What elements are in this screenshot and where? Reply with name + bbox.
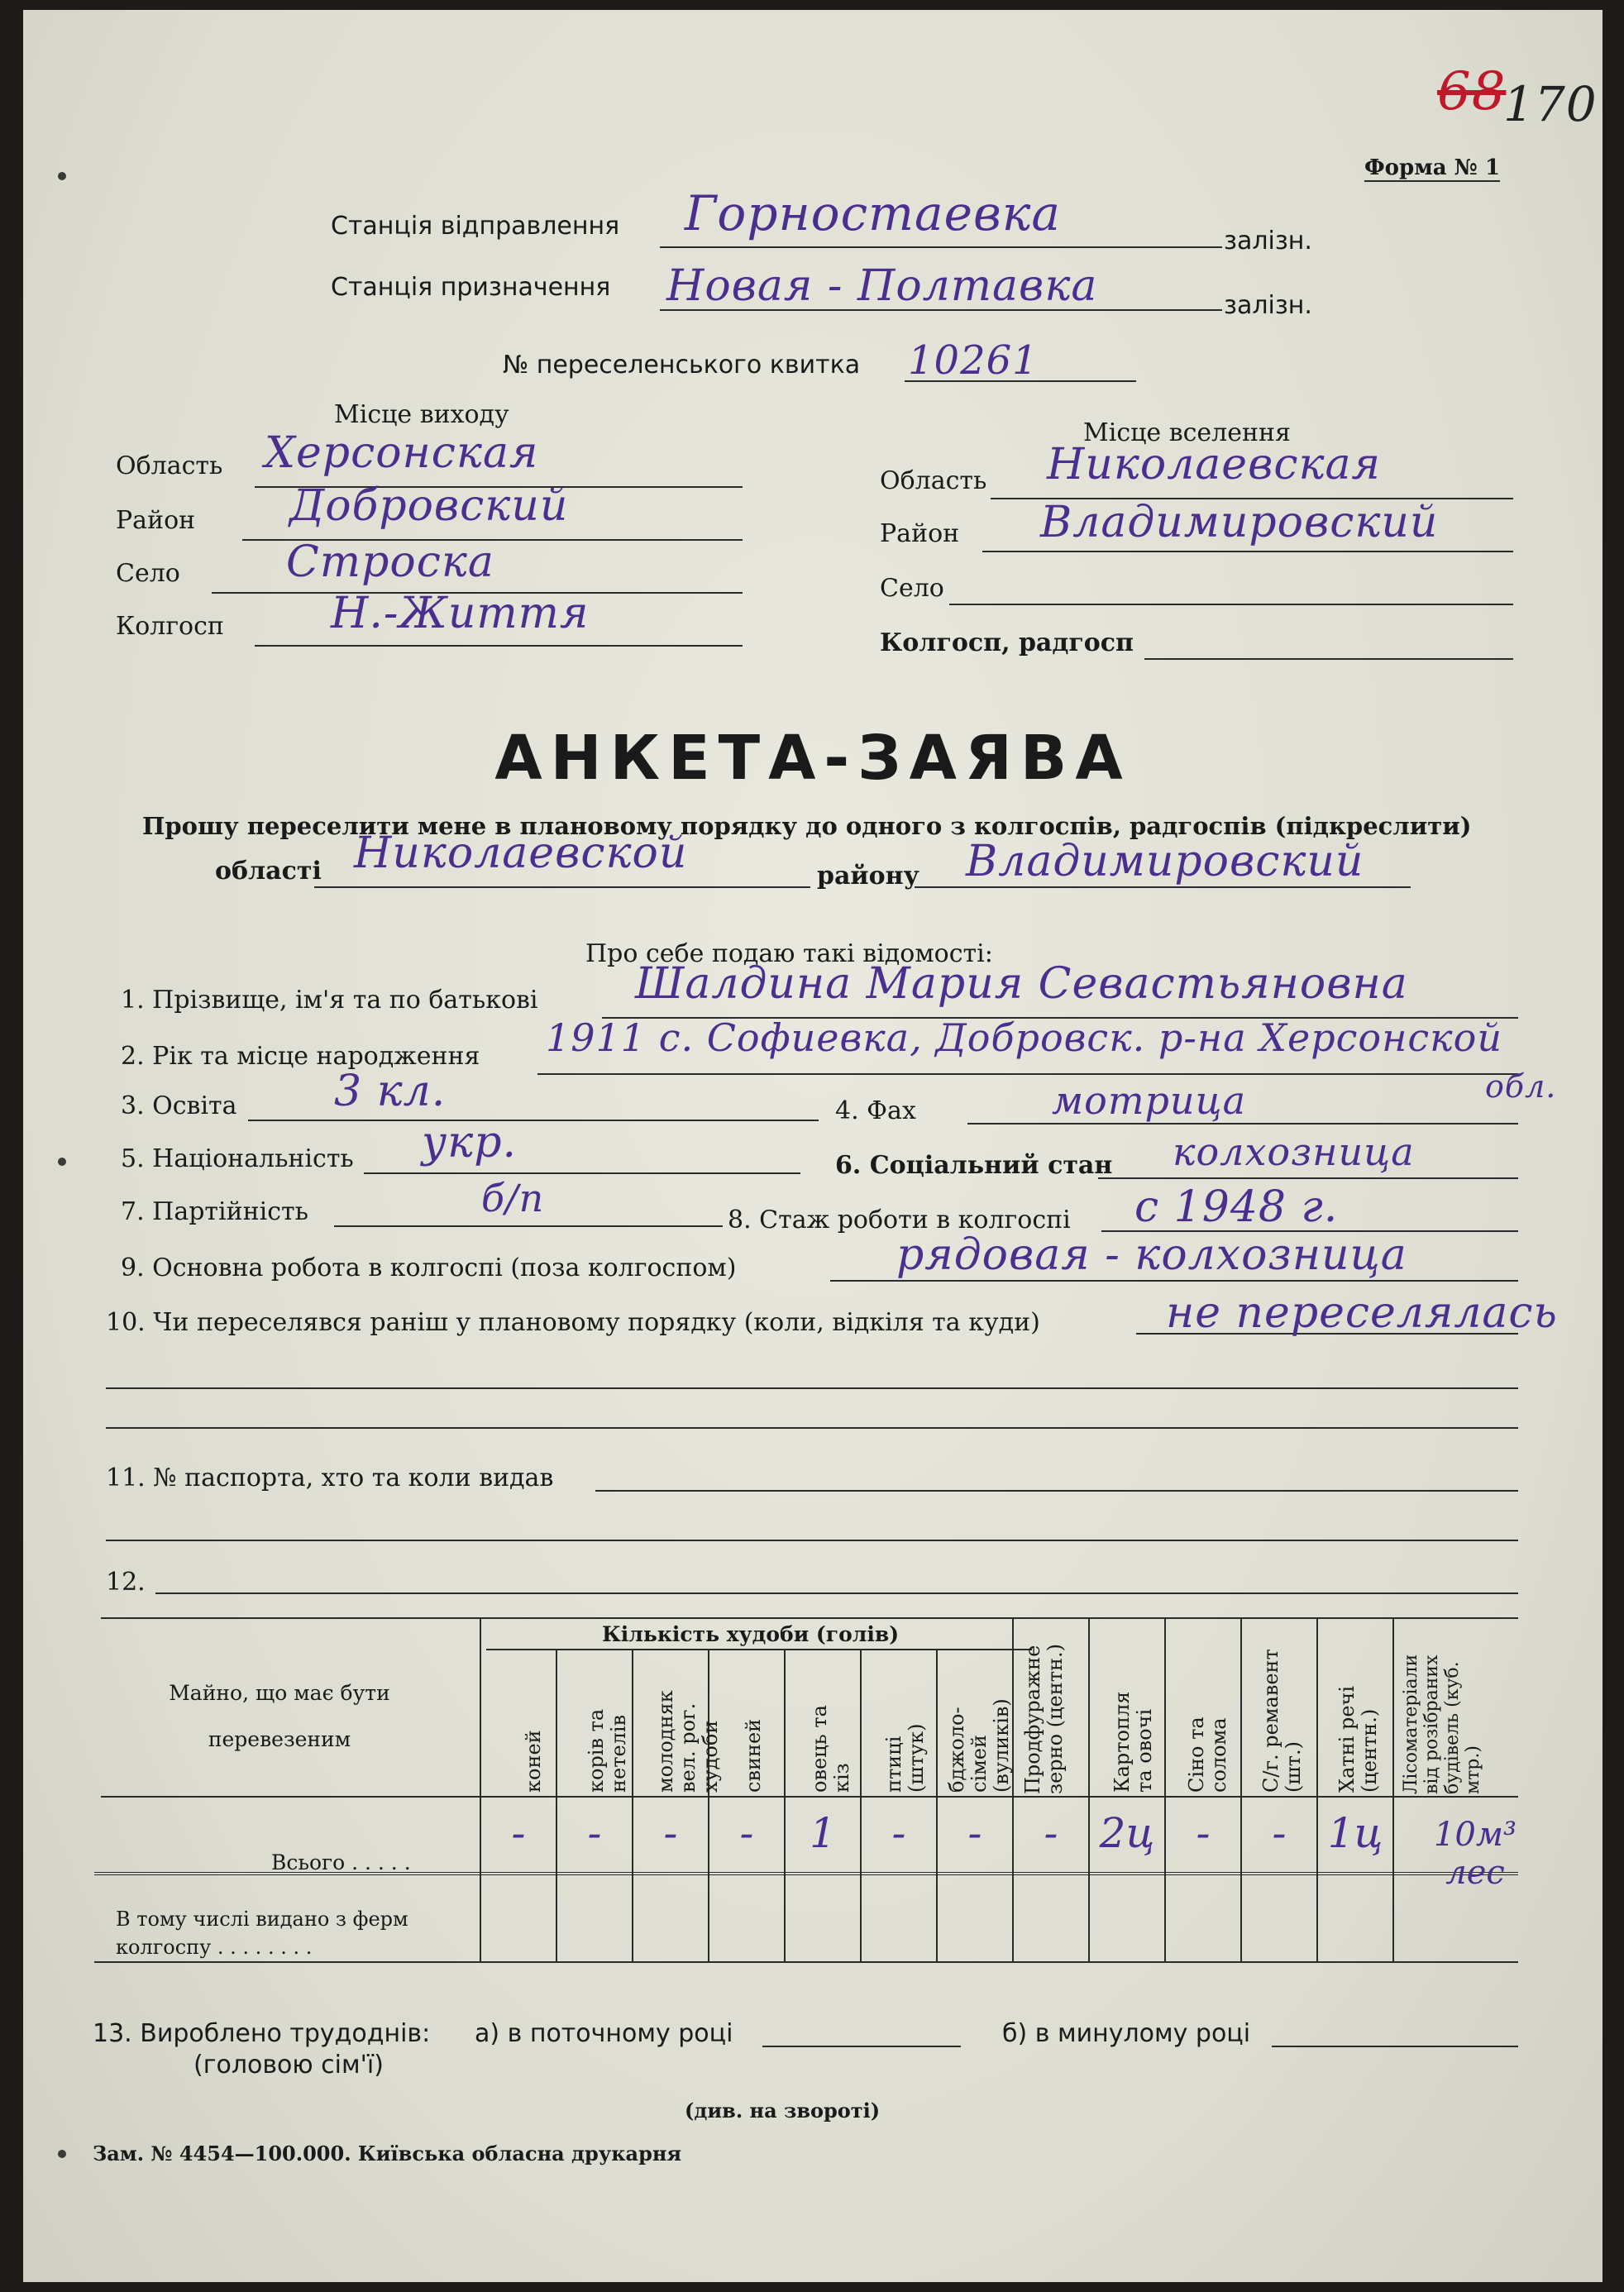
col-household: Хатні речі (центн.) xyxy=(1335,1685,1381,1793)
settle-selo-label: Село xyxy=(880,574,944,603)
departure-station-value: Горностаевка xyxy=(685,185,1061,241)
field-10-value: не переселялась xyxy=(1166,1288,1558,1338)
arrival-rail-label: залізн. xyxy=(1224,291,1312,320)
col-rule xyxy=(1240,1617,1242,1961)
total-cell-timber: 10м³ лес xyxy=(1433,1816,1517,1892)
departure-station-label: Станція відправлення xyxy=(331,212,620,241)
ticket-label: № переселенського квитка xyxy=(503,351,861,380)
exit-raion-value: Добровский xyxy=(289,481,569,531)
total-cell: 1 xyxy=(810,1809,836,1857)
printer-note: Зам. № 4454—100.000. Київська обласна друкарня xyxy=(93,2142,682,2165)
field-12-label: 12. xyxy=(106,1568,146,1597)
farm-row-label xyxy=(116,1905,471,1961)
col-sheep-goats: овець та кіз xyxy=(808,1705,853,1793)
col-rule xyxy=(480,1617,481,1961)
col-rule xyxy=(632,1649,633,1961)
property-header-text: Майно, що має бути перевезеним xyxy=(169,1681,390,1751)
see-back-note: (див. на звороті) xyxy=(685,2099,881,2122)
settle-oblast-value: Николаевская xyxy=(1047,440,1381,489)
field-13-sub: (головою сім'ї) xyxy=(193,2051,384,2080)
field-13-a-line xyxy=(762,2046,961,2047)
total-cell: - xyxy=(511,1809,526,1857)
field-6-value: колхозница xyxy=(1173,1129,1415,1174)
field-8-label: 8. Стаж роботи в колгоспі xyxy=(728,1206,1071,1234)
form-number: Форма № 1 xyxy=(1364,155,1501,180)
col-rule xyxy=(936,1649,938,1961)
binding-hole xyxy=(58,1158,66,1166)
col-timber: Лісоматеріали від розібраних будівель (куб. мтр.) xyxy=(1401,1654,1483,1794)
exit-selo-label: Село xyxy=(116,559,180,588)
total-cell: 1ц xyxy=(1327,1809,1383,1857)
settle-heading: Місце вселення xyxy=(1083,418,1291,447)
exit-oblast-label: Область xyxy=(116,451,223,480)
col-potatoes: Картопля та овочі xyxy=(1111,1691,1156,1793)
total-cell: - xyxy=(1044,1809,1058,1857)
exit-heading: Місце виходу xyxy=(334,400,509,429)
field-13-b-label: б) в минулому році xyxy=(1002,2019,1251,2048)
field-11-label: 11. № паспорта, хто та коли видав xyxy=(106,1464,554,1492)
exit-kolhosp-label: Колгосп xyxy=(116,612,224,641)
farm-row-label-text: В тому числі видано з ферм колгоспу . . . . . . . . xyxy=(116,1908,408,1959)
field-5-value: укр. xyxy=(422,1118,518,1167)
table-header-rule xyxy=(101,1796,1518,1798)
settle-raion-value: Владимировский xyxy=(1040,498,1439,547)
exit-selo-value: Строска xyxy=(286,537,494,587)
form-sheet xyxy=(23,10,1603,2282)
property-table xyxy=(23,10,1603,2282)
field-9-label: 9. Основна робота в колгоспі (поза колгоспом) xyxy=(121,1253,737,1282)
total-cell: 2ц xyxy=(1099,1809,1155,1857)
field-6-label: 6. Соціальний стан xyxy=(835,1151,1113,1180)
field-7-label: 7. Партійність xyxy=(121,1197,308,1226)
request-text: Прошу переселити мене в плановому порядку до одного з колгоспів, радгоспів (підкреслити) xyxy=(142,812,1472,840)
field-13-label: 13. Вироблено трудоднів: xyxy=(93,2019,431,2048)
total-cell: - xyxy=(967,1809,982,1857)
exit-oblast-value: Херсонская xyxy=(265,428,539,478)
field-2-label: 2. Рік та місце народження xyxy=(121,1042,480,1071)
col-rule xyxy=(784,1649,786,1961)
field-2-value: 1911 с. Софиевка, Добровск. р-на Херсонской xyxy=(546,1015,1502,1060)
request-raion-label: району xyxy=(817,862,919,891)
col-bee-colonies: бджоло-сімей (вуликів) xyxy=(945,1698,1013,1793)
request-oblast-value: Николаевской xyxy=(354,828,688,878)
col-rule xyxy=(1392,1617,1394,1961)
field-8-value: с 1948 г. xyxy=(1134,1182,1339,1232)
total-cell: - xyxy=(1196,1809,1211,1857)
arrival-station-value: Новая - Полтавка xyxy=(666,261,1098,311)
page-title: АНКЕТА-ЗАЯВА xyxy=(494,723,1131,794)
field-13-b-line xyxy=(1272,2046,1518,2047)
col-hay: Сіно та солома xyxy=(1185,1717,1230,1793)
request-oblast-label: області xyxy=(215,857,322,886)
field-2-value-cont: обл. xyxy=(1485,1068,1557,1105)
settle-oblast-label: Область xyxy=(880,466,987,495)
table-top-rule xyxy=(101,1617,1518,1619)
archive-number: 170 xyxy=(1503,76,1598,132)
field-5-label: 5. Національність xyxy=(121,1144,354,1173)
field-10-label: 10. Чи переселявся раніш у плановому порядку (коли, відкіля та куди) xyxy=(106,1308,1040,1337)
table-bottom-rule xyxy=(94,1961,1518,1963)
field-4-label: 4. Фах xyxy=(835,1096,916,1125)
total-cell: - xyxy=(1272,1809,1287,1857)
arrival-station-label: Станція призначення xyxy=(331,273,611,302)
field-1-value: Шалдина Мария Севастьяновна xyxy=(635,959,1408,1009)
col-poultry: птиці (штук) xyxy=(882,1723,928,1793)
departure-rail-label: залізн. xyxy=(1224,227,1312,255)
total-cell: - xyxy=(891,1809,906,1857)
total-cell: - xyxy=(739,1809,754,1857)
col-rule xyxy=(556,1649,557,1961)
col-rule xyxy=(1316,1617,1318,1961)
total-cell: - xyxy=(663,1809,678,1857)
total-row-label: Всього . . . . . xyxy=(271,1850,411,1874)
col-young-cattle: молодняк вел. рог. худоби xyxy=(654,1690,722,1793)
archive-number-struck: 68 xyxy=(1437,61,1507,122)
livestock-group-rule xyxy=(486,1649,1032,1650)
field-13-a-label: а) в поточному році xyxy=(475,2019,733,2048)
total-cell: - xyxy=(587,1809,602,1857)
binding-hole xyxy=(58,172,66,180)
field-9-value: рядовая - колхозница xyxy=(896,1230,1407,1280)
settle-raion-label: Район xyxy=(880,519,960,548)
exit-raion-label: Район xyxy=(116,506,196,535)
ticket-value: 10261 xyxy=(908,337,1039,384)
field-3-value: 3 кл. xyxy=(334,1067,447,1116)
field-7-value: б/п xyxy=(481,1176,545,1220)
field-1-label: 1. Прізвище, ім'я та по батькові xyxy=(121,986,538,1015)
field-4-value: мотрица xyxy=(1052,1078,1247,1123)
about-heading: Про себе подаю такі відомості: xyxy=(585,939,993,968)
col-grain: Продфуражне зерно (центн.) xyxy=(1021,1644,1067,1794)
exit-kolhosp-value: Н.-Життя xyxy=(331,589,590,638)
col-rule xyxy=(1164,1617,1166,1961)
col-equipment: С/г. ремавент (шт.) xyxy=(1259,1649,1305,1793)
binding-hole xyxy=(58,2150,66,2158)
property-header xyxy=(147,1670,412,1763)
field-3-label: 3. Освіта xyxy=(121,1091,237,1120)
col-cows: корів та нетелів xyxy=(585,1708,630,1793)
col-rule xyxy=(860,1649,862,1961)
request-raion-value: Владимировский xyxy=(966,837,1364,886)
col-horses: коней xyxy=(522,1730,545,1793)
livestock-group-header: Кількість худоби (голів) xyxy=(602,1622,900,1646)
col-pigs: свиней xyxy=(742,1718,765,1793)
settle-kolhosp-label: Колгосп, радгосп xyxy=(880,628,1134,657)
